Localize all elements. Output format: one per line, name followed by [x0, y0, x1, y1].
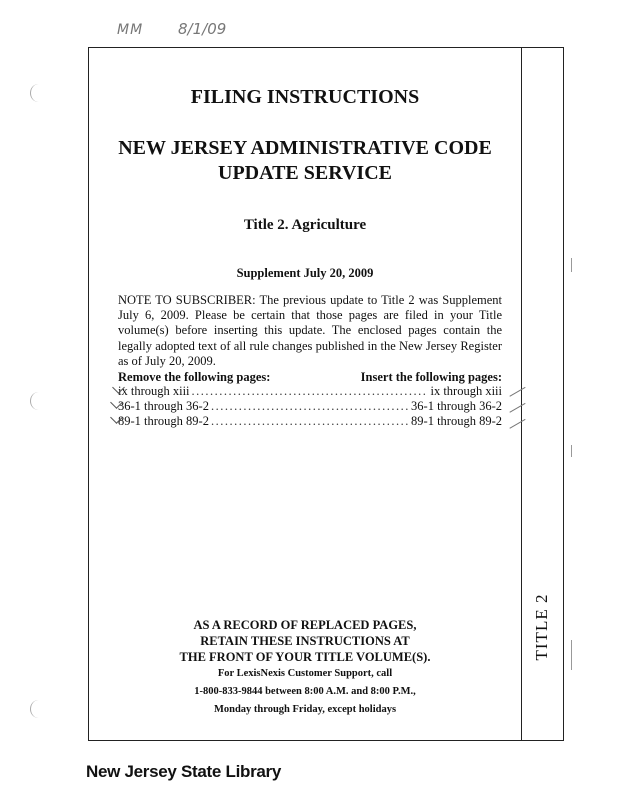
- leader-dots: [192, 384, 429, 399]
- remove-pages: ix through xiii: [118, 384, 190, 398]
- record-line: THE FRONT OF YOUR TITLE VOLUME(S).: [179, 650, 431, 664]
- scan-mark: [571, 640, 572, 670]
- page-list-row: [118, 399, 502, 414]
- title-name: Title 2. Agriculture: [243, 217, 367, 233]
- library-stamp: New Jersey State Library: [86, 762, 282, 781]
- code-title: [95, 136, 515, 186]
- insert-pages: 36-1 through 36-2: [411, 399, 502, 413]
- page-title: FILING INSTRUCTIONS: [190, 86, 420, 108]
- supplement-date: Supplement July 20, 2009: [236, 266, 374, 280]
- page-list-row: [118, 414, 502, 429]
- support-line: 1-800-833-9844 between 8:00 A.M. and 8:00 P.M.,: [194, 686, 416, 697]
- handwritten-initials: MM: [117, 22, 144, 38]
- scan-mark: [571, 445, 572, 457]
- support-line: For LexisNexis Customer Support, call: [217, 668, 393, 679]
- title-tab-label: TITLE 2: [532, 593, 551, 661]
- page-list-row: [118, 384, 502, 399]
- customer-support: [95, 665, 515, 719]
- insert-heading: Insert the following pages:: [360, 370, 502, 384]
- scan-mark: [571, 258, 572, 272]
- leader-dots: [211, 399, 409, 414]
- leader-dots: [211, 414, 409, 429]
- insert-pages: 89-1 through 89-2: [411, 414, 502, 428]
- remove-pages: 36-1 through 36-2: [118, 399, 209, 413]
- tab-divider: [521, 47, 522, 741]
- support-line: Monday through Friday, except holidays: [213, 704, 397, 715]
- binder-hole-mark: [30, 84, 47, 102]
- subscriber-note: NOTE TO SUBSCRIBER: The previous update to Title 2 was Supplement July 6, 2009. Please be certain that those pages are filed in your Title volume(s) before inserting this update. The enclosed pages contain the legally adopted text of all rule changes published in the New Jersey Register as of July 20, 2009.: [118, 293, 502, 368]
- handwritten-date: 8/1/09: [178, 20, 227, 38]
- record-instructions: [95, 617, 515, 665]
- code-title-line: NEW JERSEY ADMINISTRATIVE CODE: [118, 137, 492, 159]
- binder-hole-mark: [30, 392, 47, 410]
- record-line: AS A RECORD OF REPLACED PAGES,: [193, 618, 417, 632]
- record-line: RETAIN THESE INSTRUCTIONS AT: [200, 634, 410, 648]
- remove-pages: 89-1 through 89-2: [118, 414, 209, 428]
- code-title-line: UPDATE SERVICE: [218, 162, 392, 184]
- insert-pages: ix through xiii: [430, 384, 502, 398]
- remove-heading: Remove the following pages:: [118, 370, 271, 384]
- binder-hole-mark: [30, 700, 47, 718]
